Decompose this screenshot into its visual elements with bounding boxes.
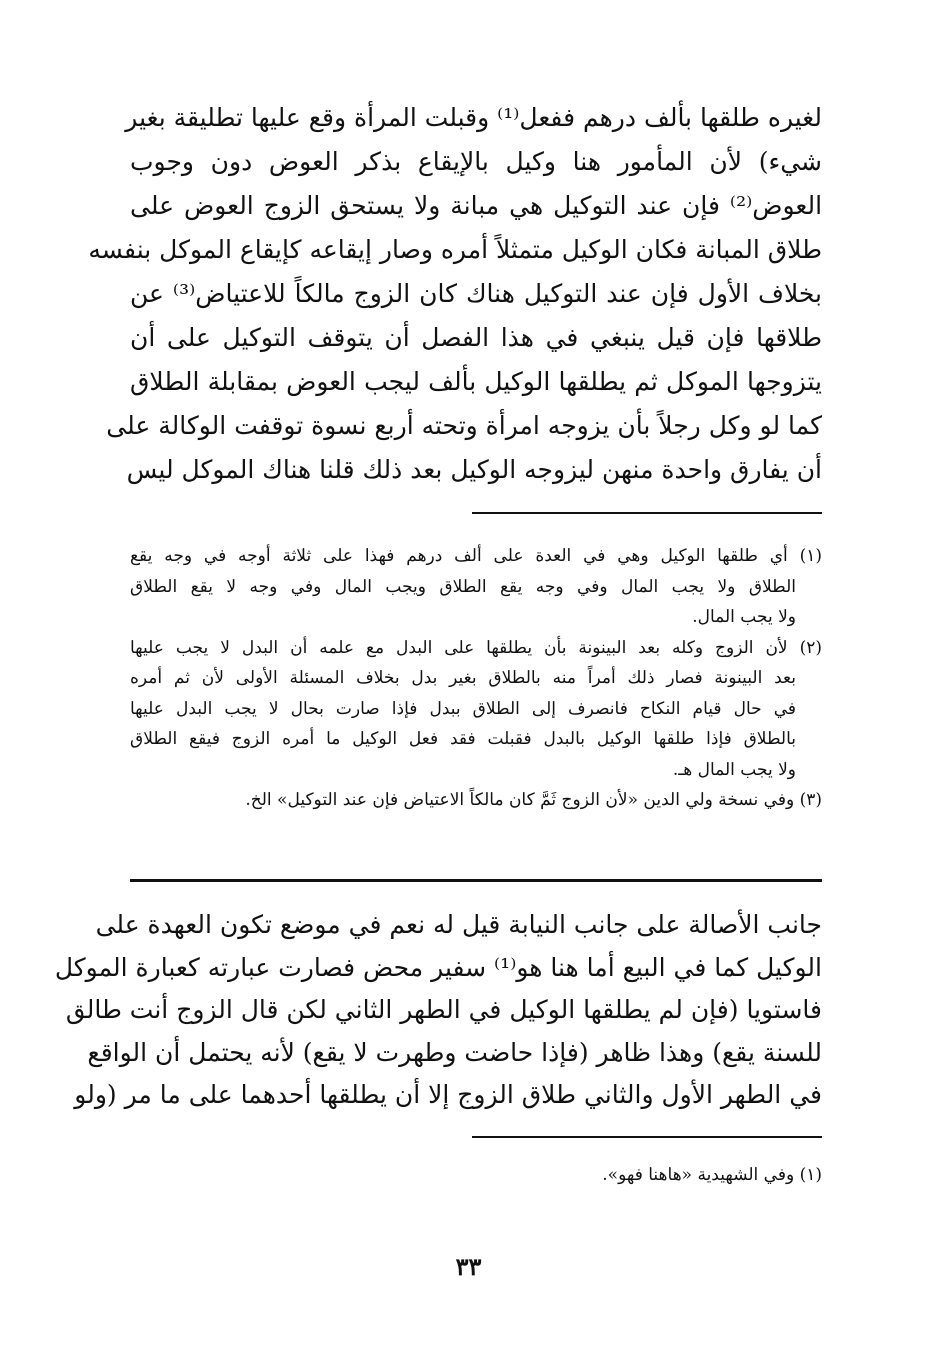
text-line: لغيره طلقها بألف درهم ففعل⁽¹⁾ وقبلت المرأة وقع عليها تطليقة بغير xyxy=(125,103,822,132)
text-line: للسنة يقع) وهذا ظاهر (فإذا حاضت وطهرت لا يقع) لأنه يحتمل أن الواقع xyxy=(87,1037,822,1067)
footnote-separator xyxy=(472,1136,822,1138)
footnote-line: (١) أي طلقها الوكيل وهي في العدة على ألف درهم فهذا على ثلاثة أوجه في وجه يقع xyxy=(130,546,822,566)
text-line: شيء) لأن المأمور هنا وكيل بالإيقاع بذكر العوض دون وجوب xyxy=(130,147,822,176)
text-line: بخلاف الأول فإن عند التوكيل هناك كان الزوج مالكاً للاعتياض⁽³⁾ عن xyxy=(130,279,822,308)
footnote-line: (٣) وفي نسخة ولي الدين «لأن الزوج ثَمَّ كان مالكاً الاعتياض فإن عند التوكيل» الخ. xyxy=(245,790,822,810)
footnote-line: في حال قيام النكاح فانصرف إلى الطلاق ببدل فإذا صارت بحال لا يجب البدل عليها xyxy=(130,698,796,719)
footnote-line: (١) وفي الشهيدية «هاهنا فهو». xyxy=(602,1165,822,1185)
footnotes-bottom xyxy=(130,1160,822,1190)
footnotes-top xyxy=(130,541,822,816)
text-line: يتزوجها الموكل ثم يطلقها الوكيل بألف ليجب العوض بمقابلة الطلاق xyxy=(130,367,822,396)
text-line: في الطهر الأول والثاني طلاق الزوج إلا أن يطلقها أحدهما على ما مر (ولو xyxy=(74,1080,822,1109)
footnote-line: ولا يجب المال. xyxy=(692,607,796,627)
text-line: الوكيل كما في البيع أما هنا هو⁽¹⁾ سفير محض فصارت عبارته كعبارة الموكل xyxy=(54,952,822,982)
text-line: العوض⁽²⁾ فإن عند التوكيل هي مبانة ولا يستحق الزوج العوض على xyxy=(130,191,823,220)
footnote-line: بعد البينونة فصار ذلك أمراً منه بالطلاق بغير بدل بخلاف المسئلة الأولى لأن ثم أمره xyxy=(130,668,796,688)
main-text-bottom xyxy=(54,904,822,1117)
text-line: كما لو وكل رجلاً بأن يزوجه امرأة وتحته أربع نسوة توقفت الوكالة على xyxy=(106,411,822,440)
footnote-line: الطلاق ولا يجب المال وفي وجه يقع الطلاق ويجب المال وفي وجه لا يقع الطلاق xyxy=(130,576,796,597)
page-number: ٣٣ xyxy=(455,1252,482,1281)
text-line: طلاقها فإن قيل ينبغي في هذا الفصل أن يتوقف التوكيل على أن xyxy=(130,323,822,352)
section-divider xyxy=(130,879,822,882)
text-line: أن يفارق واحدة منهن ليزوجه الوكيل بعد ذلك قلنا هناك الموكل ليس xyxy=(126,455,822,484)
footnote-line: ولا يجب المال هـ. xyxy=(672,759,796,780)
text-line: جانب الأصالة على جانب النيابة قيل له نعم في موضع تكون العهدة على xyxy=(95,910,822,939)
footnote-line: (٢) لأن الزوج وكله بعد البينونة بأن يطلقها على البدل مع علمه أن البدل لا يجب عليها xyxy=(130,637,822,658)
text-line: فاستويا (فإن لم يطلقها الوكيل في الطهر الثاني لكن قال الزوج أنت طالق xyxy=(65,995,822,1024)
main-text-top xyxy=(88,96,823,492)
footnote-line: بالطلاق فإذا طلقها الوكيل بالبدل فقبلت فقد فعل الوكيل ما أمره الزوج فيقع الطلاق xyxy=(130,729,796,749)
text-line: طلاق المبانة فكان الوكيل متمثلاً أمره وصار إيقاعه كإيقاع الموكل بنفسه xyxy=(88,235,822,264)
footnote-separator xyxy=(472,512,822,514)
